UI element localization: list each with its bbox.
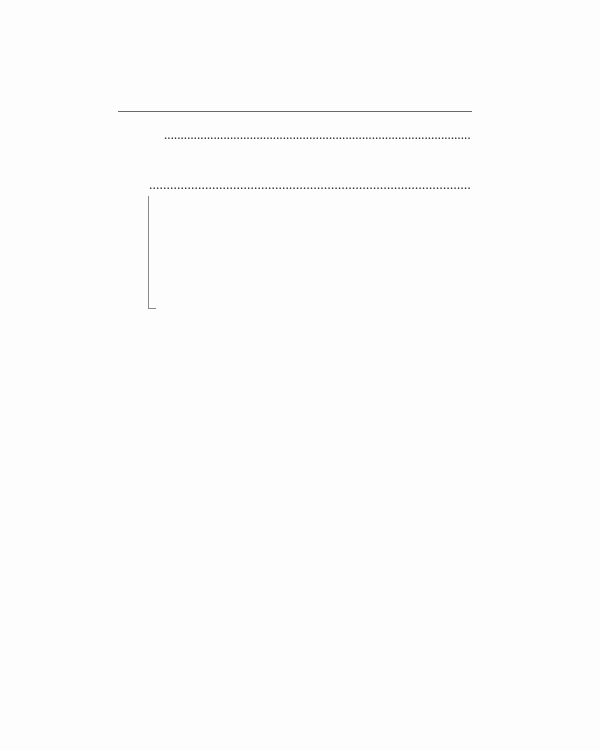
toc-entry-continuation bbox=[163, 127, 472, 143]
section-heading-line2 bbox=[148, 176, 472, 193]
leader-dots bbox=[164, 127, 471, 143]
leader-dots bbox=[149, 176, 471, 193]
entry-rule bbox=[148, 196, 149, 308]
header-rule bbox=[118, 111, 472, 112]
entry-rule-bottom bbox=[148, 308, 156, 309]
